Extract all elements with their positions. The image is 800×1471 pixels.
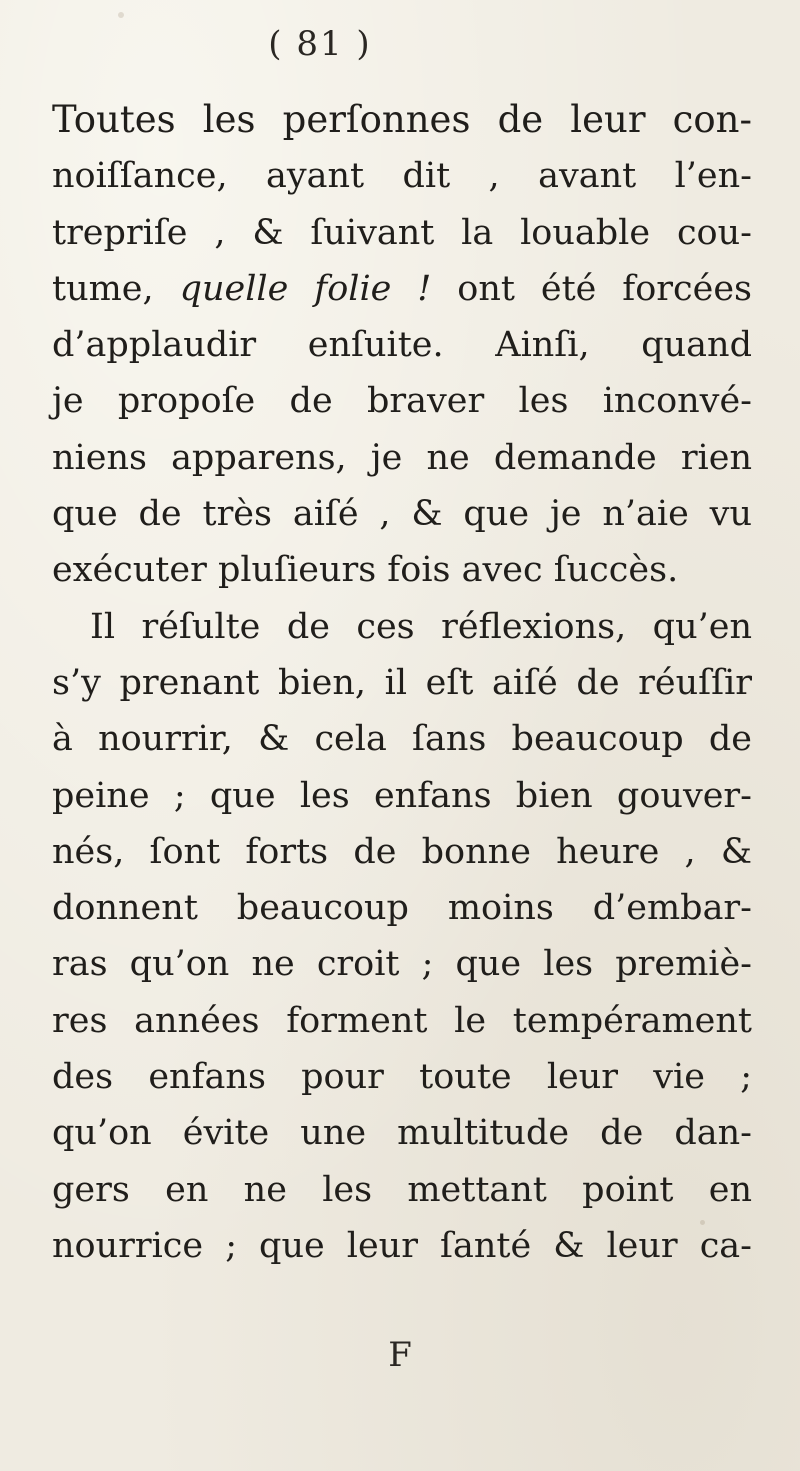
text-line: exécuter pluſieurs fois avec ſuccès. (52, 550, 679, 591)
text-line: qu’on évite une multitude de dan- (52, 1113, 752, 1154)
italic-phrase: quelle folie ! (179, 268, 432, 309)
text-line: à nourrir, & cela ſans beaucoup de (52, 719, 752, 760)
text-line: noiſſance, ayant dit , avant l’en- (52, 156, 752, 197)
text-line: s’y prenant bien, il eſt aiſé de réuſſir (52, 662, 752, 703)
text-line: je propoſe de braver les inconvé- (52, 381, 752, 422)
paper-spot (118, 12, 124, 18)
text-line: ras qu’on ne croit ; que les premiè- (52, 944, 752, 985)
body-text (52, 92, 752, 1274)
text-line: Il réſulte de ces réflexions, qu’en (90, 606, 752, 647)
text-line: Toutes les perſonnes de leur con- (52, 98, 752, 141)
text-line: donnent beaucoup moins d’embar- (52, 888, 752, 929)
page-number: ( 81 ) (268, 24, 372, 64)
text-line: trepriſe , & ſuivant la louable cou- (52, 212, 752, 253)
text-line: peine ; que les enfans bien gouver- (52, 775, 752, 816)
text-line: des enfans pour toute leur vie ; (52, 1057, 752, 1098)
text-fragment: tume, (52, 268, 180, 309)
text-line: d’applaudir enſuite. Ainſi, quand (52, 325, 752, 366)
text-line: gers en ne les mettant point en (52, 1169, 752, 1210)
text-fragment: ont été forcées (431, 268, 753, 309)
text-line: niens apparens, je ne demande rien (52, 437, 752, 478)
text-line: que de très aiſé , & que je n’aie vu (52, 494, 752, 535)
text-line: nés, ſont forts de bonne heure , & (52, 831, 752, 872)
text-line-with-italic (52, 261, 752, 317)
text-line: nourrice ; que leur ſanté & leur ca- (52, 1225, 752, 1266)
signature-mark: F (388, 1335, 412, 1375)
text-line: res années forment le tempérament (52, 1000, 752, 1041)
